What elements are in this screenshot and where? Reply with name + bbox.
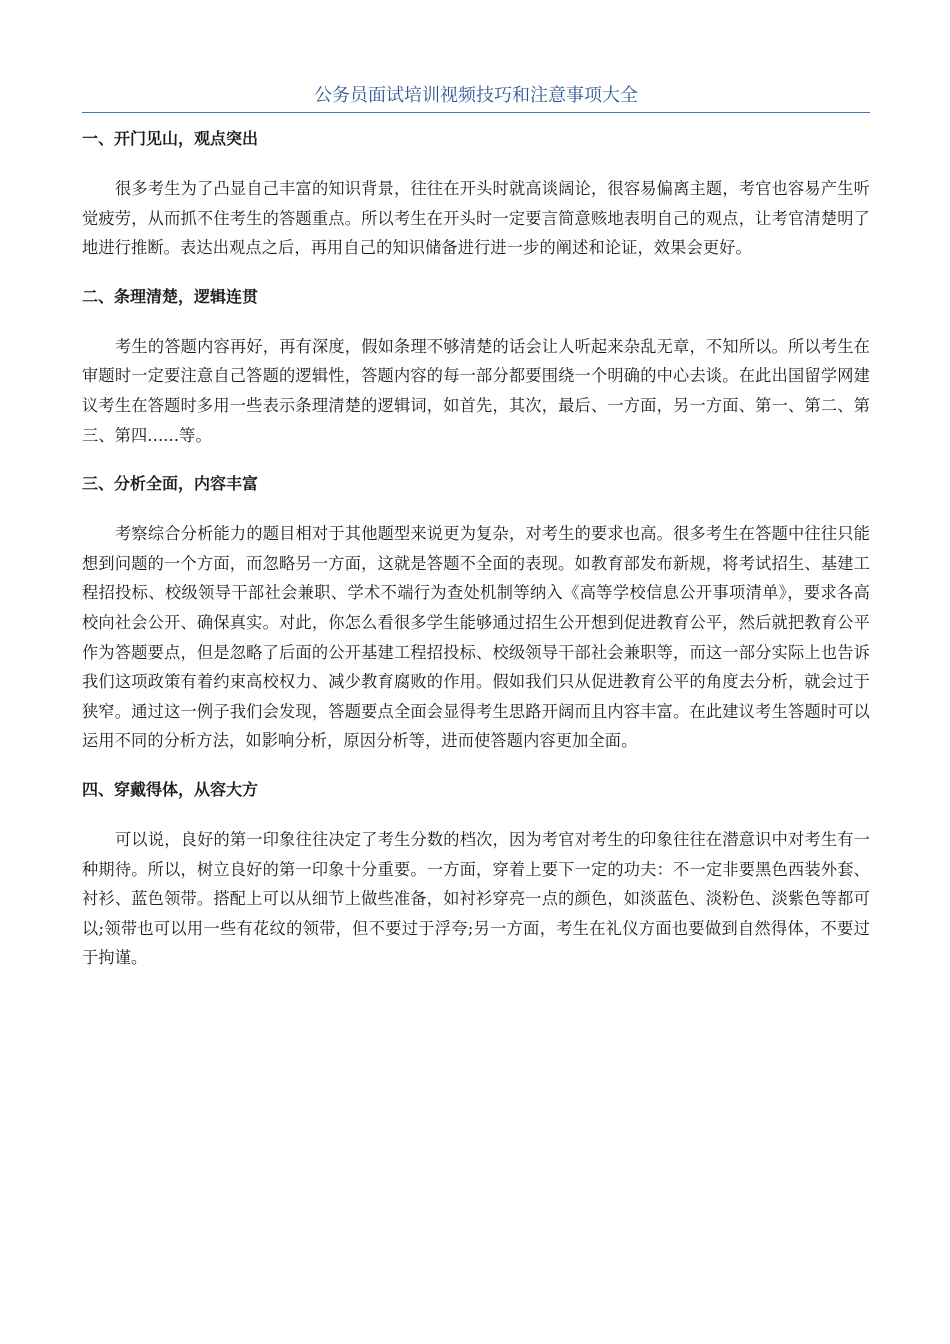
section-paragraph: 考察综合分析能力的题目相对于其他题型来说更为复杂，对考生的要求也高。很多考生在答题中往往只能想到问题的一个方面，而忽略另一方面，这就是答题不全面的表现。如教育部发布新规，将考试招生、基建工程招投标、校级领导干部社会兼职、学术不端行为查处机制等纳入《高等学校信息公开事项清单》，要求各高校向社会公开、确保真实。对此，你怎么看很多学生能够通过招生公开想到促进教育公平，然后就把教育公平作为答题要点，但是忽略了后面的公开基建工程招投标、校级领导干部社会兼职等，而这一部分实际上也告诉我们这项政策有着约束高校权力、减少教育腐败的作用。假如我们只从促进教育公平的角度去分析，就会过于狭窄。通过这一例子我们会发现，答题要点全面会显得考生思路开阔而且内容丰富。在此建议考生答题时可以运用不同的分析方法，如影响分析，原因分析等，进而使答题内容更加全面。 xyxy=(82,524,870,751)
section-heading: 四、穿戴得体，从容大方 xyxy=(82,779,259,799)
section-3 xyxy=(82,472,870,756)
section-paragraph: 可以说，良好的第一印象往往决定了考生分数的档次，因为考官对考生的印象往往在潜意识中对考生有一种期待。所以，树立良好的第一印象十分重要。一方面，穿着上要下一定的功夫：不一定非要黑色西装外套、衬衫、蓝色领带。搭配上可以从细节上做些准备，如衬衫穿亮一点的颜色，如淡蓝色、淡粉色、淡紫色等都可以;领带也可以用一些有花纹的领带，但不要过于浮夸;另一方面，考生在礼仪方面也要做到自然得体，不要过于拘谨。 xyxy=(82,829,870,968)
section-paragraph: 很多考生为了凸显自己丰富的知识背景，往往在开头时就高谈阔论，很容易偏离主题，考官也容易产生听觉疲劳，从而抓不住考生的答题重点。所以考生在开头时一定要言简意赅地表明自己的观点，让考官清楚明了地进行推断。表达出观点之后，再用自己的知识储备进行进一步的阐述和论证，效果会更好。 xyxy=(82,179,870,258)
document-page xyxy=(82,0,870,973)
section-2 xyxy=(82,285,870,450)
section-4 xyxy=(82,778,870,973)
section-1 xyxy=(82,127,870,263)
section-heading: 二、条理清楚，逻辑连贯 xyxy=(82,286,259,306)
page-header-title: 公务员面试培训视频技巧和注意事项大全 xyxy=(82,84,870,113)
section-heading: 一、开门见山，观点突出 xyxy=(82,129,259,148)
section-heading: 三、分析全面，内容丰富 xyxy=(82,474,259,494)
section-paragraph: 考生的答题内容再好，再有深度，假如条理不够清楚的话会让人听起来杂乱无章，不知所以。所以考生在审题时一定要注意自己答题的逻辑性，答题内容的每一部分都要围绕一个明确的中心去谈。在此出国留学网建议考生在答题时多用一些表示条理清楚的逻辑词，如首先，其次，最后、一方面，另一方面、第一、第二、第三、第四......等。 xyxy=(82,336,870,445)
